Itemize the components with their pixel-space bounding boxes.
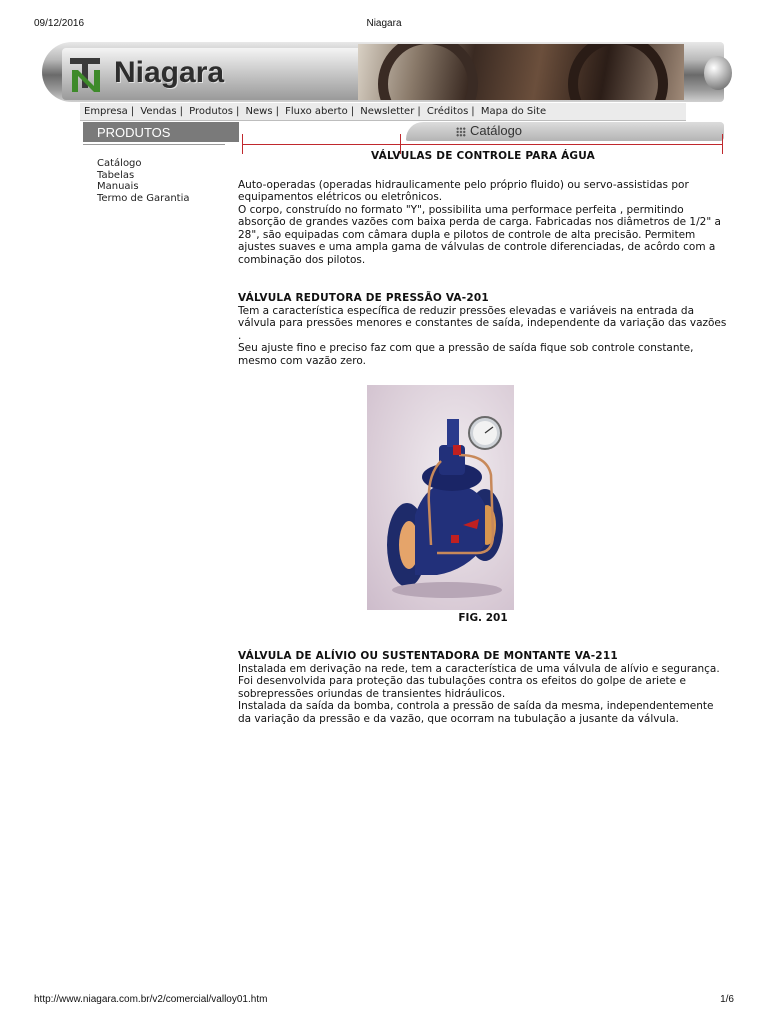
measure-line [400, 144, 722, 145]
section-heading-va201: VÁLVULA REDUTORA DE PRESSÃO VA-201 [238, 292, 489, 304]
sidebar-item-manuais[interactable]: Manuais [97, 181, 139, 192]
nav-separator: | [471, 106, 475, 117]
sidebar-item-catalogo[interactable]: Catálogo [97, 158, 142, 169]
banner-knob [704, 56, 732, 90]
catalog-tab-area [236, 122, 730, 148]
section-paragraph: Seu ajuste fino e preciso faz com que a pressão de saída fique sob controle constante, mesmo com vazão zero. [238, 342, 694, 367]
nav-separator: | [350, 106, 355, 117]
section-paragraph: Instalada em derivação na rede, tem a característica de uma válvula de alívio e segurança. [238, 662, 720, 675]
nav-item-produtos[interactable]: Produtos [189, 106, 233, 117]
catalog-tab-label[interactable]: Catálogo [470, 123, 523, 138]
section-paragraph: Tem a característica específica de reduzir pressões elevadas e variáveis na entrada da válvula para pressões menores e constantes de saída, independente da variação das vazões . [238, 304, 727, 342]
brand-name[interactable]: Niagara [114, 56, 225, 89]
nav-separator: | [275, 106, 279, 117]
sidebar-item-tabelas[interactable]: Tabelas [97, 169, 135, 181]
intro-paragraph: Auto-operadas (operadas hidraulicamente pelo próprio fluido) ou servo-assistidas por equipamentos elétricos ou eletrônicos. [238, 178, 689, 203]
print-title: Niagara [366, 18, 402, 29]
catalog-tab[interactable] [406, 122, 724, 141]
nav-separator: | [417, 106, 421, 117]
section-heading-va211: VÁLVULA DE ALÍVIO OU SUSTENTADORA DE MONTANTE VA-211 [238, 650, 618, 662]
nav-item-creditos[interactable]: Créditos [426, 106, 469, 117]
section-paragraph: Foi desenvolvida para proteção das tubulações contra os efeitos do golpe de ariete e sobrepressões oriundas de transientes hidráulicos. [238, 675, 686, 700]
intro-paragraph: O corpo, construído no formato "Y", possibilita uma performace perfeita , permitindo absorção de grandes vazões com baixa perda de carga. Fabricadas nos diâmetros de 1/2" a 28", são equipadas com câmara dupla e pilotos de controle de alta precisão. Permitem ajustes suaves e uma ampla gama de válvulas de controle diferenciadas, de acôrdo com a combinação dos pilotos. [238, 203, 721, 266]
print-date: 09/12/2016 [34, 18, 85, 29]
nav-item-mapa-do-site[interactable]: Mapa do Site [480, 106, 547, 117]
print-url: http://www.niagara.com.br/v2/comercial/valloy01.htm [34, 994, 268, 1005]
sidebar-heading: PRODUTOS [83, 122, 239, 142]
nav-item-fluxo-aberto[interactable]: Fluxo aberto [285, 106, 348, 117]
valve-figure-201 [367, 385, 514, 610]
page-number: 1/6 [720, 994, 734, 1005]
nav-item-newsletter[interactable]: Newsletter [360, 106, 415, 117]
niagara-logo-icon[interactable] [68, 52, 112, 96]
section-paragraph: Instalada da saída da bomba, controla a pressão de saída da mesma, independentemente da variação da pressão e da vazão, que ocorram na tubulação a jusante da válvula. [238, 700, 714, 725]
banner-valve-photo [358, 44, 684, 100]
figure-caption: FIG. 201 [458, 612, 508, 624]
nav-separator: | [130, 106, 135, 117]
main-content [238, 150, 728, 367]
sidebar-menu [97, 158, 190, 204]
grid-icon [456, 127, 466, 137]
sidebar-divider [83, 144, 225, 145]
valve-illustration [367, 385, 514, 610]
measure-line [242, 144, 400, 145]
nav-item-news[interactable]: News [245, 106, 273, 117]
spacer [238, 163, 728, 179]
spacer [238, 266, 728, 292]
flange-shape [568, 44, 668, 100]
site-banner [42, 42, 732, 104]
nav-separator: | [179, 106, 183, 117]
section-va211 [238, 650, 728, 725]
page-title: VÁLVULAS DE CONTROLE PARA ÁGUA [371, 150, 595, 162]
nav-item-vendas[interactable]: Vendas [140, 106, 177, 117]
nav-item-empresa[interactable]: Empresa [84, 106, 128, 117]
sidebar-item-termo-de-garantia[interactable]: Termo de Garantia [97, 192, 190, 204]
nav-separator: | [235, 106, 240, 117]
top-nav [80, 103, 686, 121]
flange-shape [378, 44, 478, 100]
